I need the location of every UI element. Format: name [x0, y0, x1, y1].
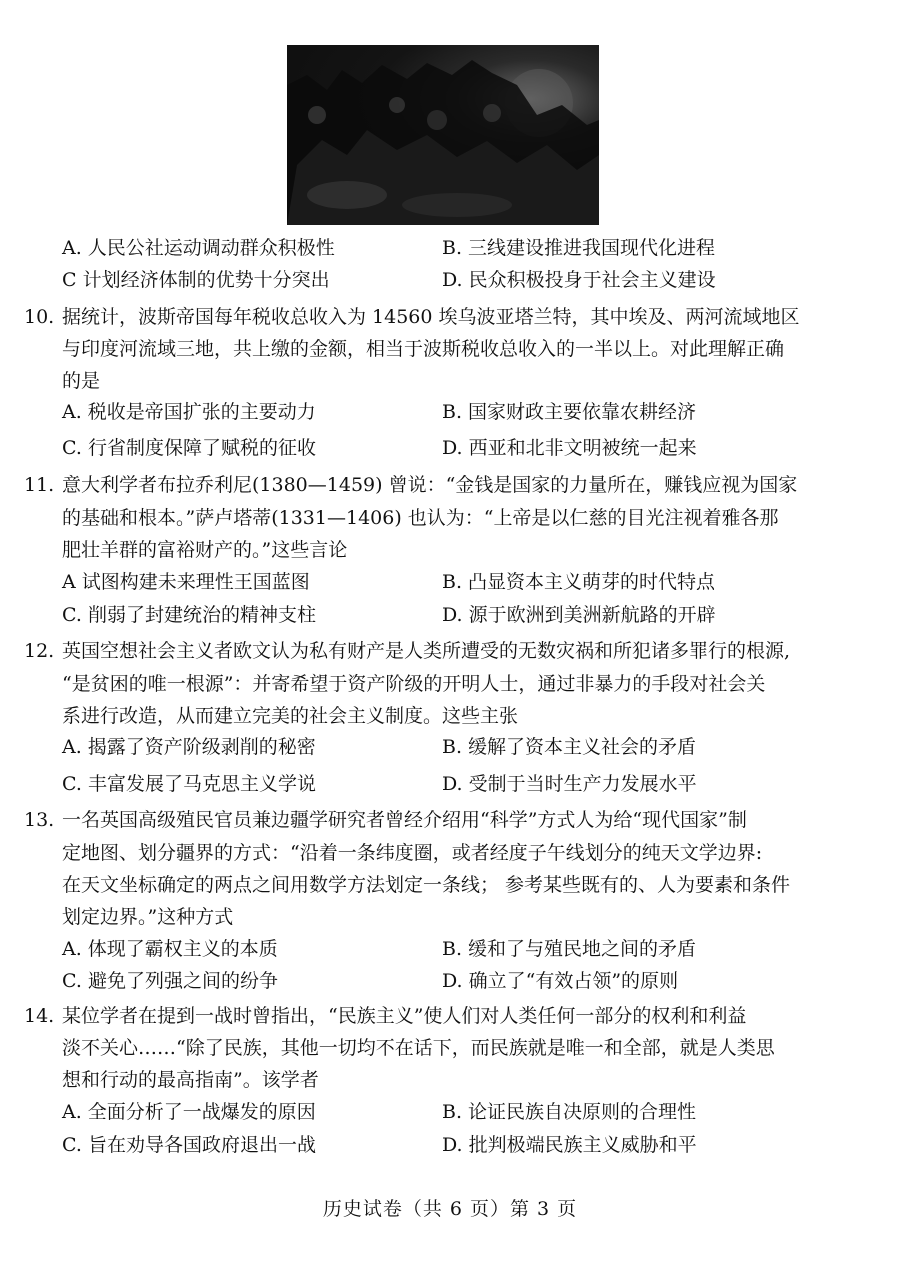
question-text-line: 的基础和根本。”萨卢塔蒂(1331—1406) 也认为：“上帝是以仁慈的目光注视着雅各那: [62, 507, 779, 529]
q14-option-b: B. 论证民族自决原则的合理性: [442, 1101, 697, 1123]
question-text-line: “是贫困的唯一根源”：并寄希望于资产阶级的开明人士，通过非暴力的手段对社会关: [62, 673, 766, 695]
q9-option-d: D. 民众积极投身于社会主义建设: [442, 269, 716, 291]
q10-option-b: B. 国家财政主要依靠农耕经济: [442, 401, 697, 423]
q10-option-a: A. 税收是帝国扩张的主要动力: [62, 401, 316, 423]
question-text-line: 淡不关心……“除了民族，其他一切均不在话下，而民族就是唯一和全部，就是人类思: [62, 1037, 775, 1059]
question-text-line: 的是: [62, 370, 101, 392]
question-text-line: 系进行改造，从而建立完美的社会主义制度。这些主张: [62, 705, 519, 727]
historical-photo: [287, 45, 599, 225]
q10-option-c: C. 行省制度保障了赋税的征收: [62, 437, 316, 459]
q9-option-a: A. 人民公社运动调动群众积极性: [62, 237, 335, 259]
question-number: 14.: [24, 1005, 55, 1027]
question-text-line: 意大利学者布拉乔利尼(1380—1459) 曾说：“金钱是国家的力量所在，赚钱应视为国家: [62, 474, 798, 496]
question-text-line: 某位学者在提到一战时曾指出，“民族主义”使人们对人类任何一部分的权利和利益: [62, 1005, 747, 1027]
question-text-line: 想和行动的最高指南”。该学者: [62, 1069, 319, 1091]
q11-option-c: C. 削弱了封建统治的精神支柱: [62, 604, 316, 626]
question-number: 10.: [24, 306, 55, 328]
q13-option-a: A. 体现了霸权主义的本质: [62, 938, 278, 960]
q10-option-d: D. 西亚和北非文明被统一起来: [442, 437, 697, 459]
q9-option-b: B. 三线建设推进我国现代化进程: [442, 237, 716, 259]
photo-crowd-silhouette: [287, 45, 599, 225]
question-number: 13.: [24, 809, 55, 831]
q12-option-a: A. 揭露了资产阶级剥削的秘密: [62, 736, 316, 758]
question-text-line: 一名英国高级殖民官员兼边疆学研究者曾经介绍用“科学”方式人为给“现代国家”制: [62, 809, 747, 831]
q11-option-b: B. 凸显资本主义萌芽的时代特点: [442, 571, 716, 593]
q9-option-c: C 计划经济体制的优势十分突出: [62, 269, 330, 291]
q12-option-c: C. 丰富发展了马克思主义学说: [62, 773, 316, 795]
question-text-line: 划定边界。”这种方式: [62, 906, 234, 928]
question-text-line: 在天文坐标确定的两点之间用数学方法划定一条线； 参考某些既有的、人为要素和条件: [62, 874, 791, 896]
q13-option-c: C. 避免了列强之间的纷争: [62, 970, 278, 992]
q14-option-d: D. 批判极端民族主义威胁和平: [442, 1134, 697, 1156]
q13-option-b: B. 缓和了与殖民地之间的矛盾: [442, 938, 697, 960]
q14-option-c: C. 旨在劝导各国政府退出一战: [62, 1134, 316, 1156]
question-text-line: 据统计，波斯帝国每年税收总收入为 14560 埃乌波亚塔兰特，其中埃及、两河流域地区: [62, 306, 800, 328]
question-text-line: 英国空想社会主义者欧文认为私有财产是人类所遭受的无数灾祸和所犯诸多罪行的根源,: [62, 640, 791, 662]
page-footer: 历史试卷（共 6 页）第 3 页: [322, 1198, 578, 1220]
q12-option-d: D. 受制于当时生产力发展水平: [442, 773, 697, 795]
question-text-line: 与印度河流域三地，共上缴的金额，相当于波斯税收总收入的一半以上。对此理解正确: [62, 338, 785, 360]
question-number: 12.: [24, 640, 55, 662]
q14-option-a: A. 全面分析了一战爆发的原因: [62, 1101, 316, 1123]
q11-option-d: D. 源于欧洲到美洲新航路的开辟: [442, 604, 716, 626]
q12-option-b: B. 缓解了资本主义社会的矛盾: [442, 736, 697, 758]
question-text-line: 肥壮羊群的富裕财产的。”这些言论: [62, 539, 348, 561]
question-number: 11.: [24, 474, 55, 496]
question-text-line: 定地图、划分疆界的方式：“沿着一条纬度圈，或者经度子午线划分的纯天文学边界:: [62, 842, 763, 864]
q13-option-d: D. 确立了“有效占领”的原则: [442, 970, 679, 992]
q11-option-a: A 试图构建未来理性王国蓝图: [62, 571, 310, 593]
